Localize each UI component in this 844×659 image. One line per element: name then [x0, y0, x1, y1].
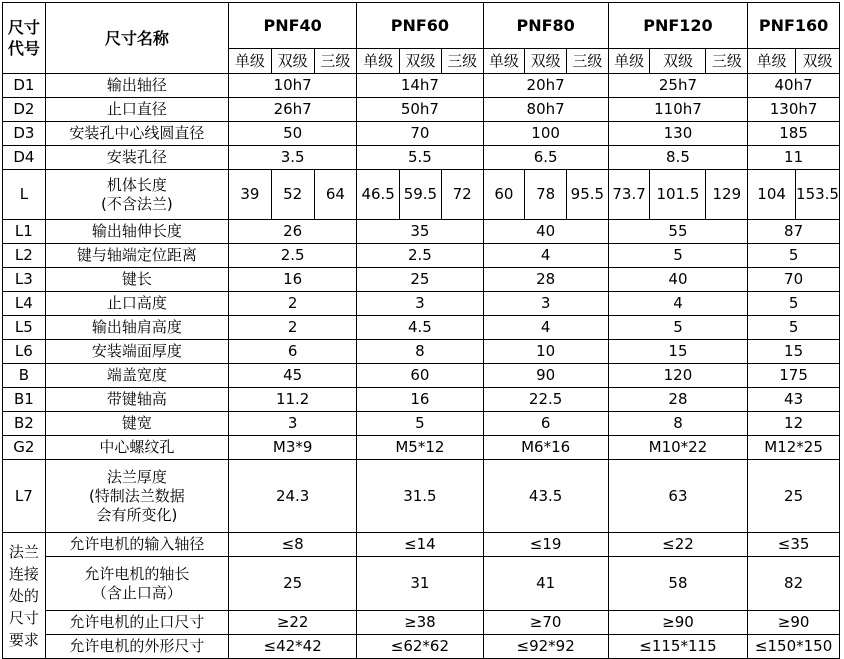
dim-value: 24.3: [229, 460, 357, 533]
dim-value: ≥90: [748, 611, 840, 635]
dim-name-line: 法兰厚度: [106, 467, 167, 486]
stage-header: 单级: [483, 49, 525, 74]
table-row: [3, 316, 840, 340]
table-row: [3, 533, 840, 557]
table-row: [3, 340, 840, 364]
dim-value: 25h7: [608, 74, 747, 98]
dim-value: 101.5: [650, 170, 706, 220]
dim-value: 6: [229, 340, 357, 364]
dim-value: 20h7: [483, 74, 608, 98]
dim-value: 104: [748, 170, 796, 220]
dim-name: 端盖宽度: [45, 364, 228, 388]
dim-value: 4: [483, 316, 608, 340]
dim-value: 2: [229, 316, 357, 340]
dim-code: B1: [3, 388, 46, 412]
dim-value: 28: [608, 388, 747, 412]
dim-value: ≤35: [748, 533, 840, 557]
stage-header: 双级: [796, 49, 840, 74]
dim-value: 8: [357, 340, 483, 364]
stage-header: 三级: [314, 49, 357, 74]
dim-name: 输出轴肩高度: [45, 316, 228, 340]
dim-value: M5*12: [357, 436, 483, 460]
dim-value: 15: [748, 340, 840, 364]
dim-value: ≤62*62: [357, 635, 483, 659]
dim-value: 175: [748, 364, 840, 388]
dim-value: 50: [229, 122, 357, 146]
dim-value: 26h7: [229, 98, 357, 122]
dim-name-line: 机体长度: [106, 175, 167, 194]
dim-value: 46.5: [357, 170, 400, 220]
dim-code: D3: [3, 122, 46, 146]
dim-value: 63: [608, 460, 747, 533]
dim-code: L4: [3, 292, 46, 316]
dim-value: 26: [229, 220, 357, 244]
dim-code: D2: [3, 98, 46, 122]
dim-value: 25: [748, 460, 840, 533]
dim-value: 5: [608, 244, 747, 268]
dim-value: 73.7: [608, 170, 650, 220]
dim-value: ≤22: [608, 533, 747, 557]
dim-name: 键长: [45, 268, 228, 292]
dim-name: 安装端面厚度: [45, 340, 228, 364]
table-row: [3, 364, 840, 388]
flange-group-label: [3, 533, 46, 659]
dim-value: 70: [357, 122, 483, 146]
dim-value: 72: [441, 170, 483, 220]
dim-value: 43: [748, 388, 840, 412]
table-row: [3, 244, 840, 268]
dim-value: 3.5: [229, 146, 357, 170]
dim-code: D1: [3, 74, 46, 98]
dim-value: 22.5: [483, 388, 608, 412]
table-row: [3, 460, 840, 533]
dim-value: 31.5: [357, 460, 483, 533]
dim-value: 4: [483, 244, 608, 268]
dim-value: 41: [483, 557, 608, 611]
table-row: [3, 292, 840, 316]
dim-value: ≤14: [357, 533, 483, 557]
dim-value: 185: [748, 122, 840, 146]
table-row: [3, 557, 840, 611]
dim-value: 5.5: [357, 146, 483, 170]
dim-value: 59.5: [400, 170, 442, 220]
dim-code: L5: [3, 316, 46, 340]
dim-value: 6: [483, 412, 608, 436]
dim-name-line: 允许电机的轴长: [84, 564, 190, 583]
dim-value: 10h7: [229, 74, 357, 98]
dim-value: 70: [748, 268, 840, 292]
dim-value: 55: [608, 220, 747, 244]
dim-value: 43.5: [483, 460, 608, 533]
dim-value: 5: [748, 292, 840, 316]
dim-value: 110h7: [608, 98, 747, 122]
dim-name: 带键轴高: [45, 388, 228, 412]
dim-name: 键宽: [45, 412, 228, 436]
dim-value: 11.2: [229, 388, 357, 412]
table-row: [3, 388, 840, 412]
flange-group-label-line: 要求: [8, 630, 39, 649]
dim-name: [45, 460, 228, 533]
dim-code: D4: [3, 146, 46, 170]
flange-group-label-line: 处的: [8, 586, 39, 605]
dim-value: ≥70: [483, 611, 608, 635]
dim-value: 82: [748, 557, 840, 611]
dim-value: ≤8: [229, 533, 357, 557]
dim-value: 5: [748, 316, 840, 340]
dim-value: ≥90: [608, 611, 747, 635]
dim-value: 3: [229, 412, 357, 436]
dim-code: B2: [3, 412, 46, 436]
dim-name-line: （含止口高）: [91, 583, 182, 602]
dim-value: 60: [357, 364, 483, 388]
dim-value: 40: [483, 220, 608, 244]
model-header-pnf40: PNF40: [229, 3, 357, 49]
name-header: 尺寸名称: [45, 3, 228, 74]
dim-code: L7: [3, 460, 46, 533]
dim-value: 3: [357, 292, 483, 316]
table-row: [3, 412, 840, 436]
dim-value: 5: [608, 316, 747, 340]
dim-value: 153.5: [796, 170, 840, 220]
dim-value: 28: [483, 268, 608, 292]
flange-group-label-line: 法兰: [8, 542, 39, 561]
table-row: [3, 170, 840, 220]
dim-value: 130h7: [748, 98, 840, 122]
dim-value: 40h7: [748, 74, 840, 98]
dim-code: L6: [3, 340, 46, 364]
dim-value: ≤150*150: [748, 635, 840, 659]
dim-value: 4.5: [357, 316, 483, 340]
table-row: [3, 436, 840, 460]
dim-value: 15: [608, 340, 747, 364]
dim-name: 安装孔径: [45, 146, 228, 170]
dim-value: 95.5: [566, 170, 608, 220]
dim-value: ≤92*92: [483, 635, 608, 659]
flange-group-label-line: 连接: [8, 564, 39, 583]
dim-name: 允许电机的外形尺寸: [45, 635, 228, 659]
dim-value: 5: [357, 412, 483, 436]
dim-value: 25: [229, 557, 357, 611]
dim-value: 8.5: [608, 146, 747, 170]
dim-name: 输出轴径: [45, 74, 228, 98]
dim-value: 6.5: [483, 146, 608, 170]
table-row: [3, 220, 840, 244]
table-row: [3, 146, 840, 170]
dim-value: 25: [357, 268, 483, 292]
dim-code: G2: [3, 436, 46, 460]
model-header-pnf80: PNF80: [483, 3, 608, 49]
dim-value: ≤42*42: [229, 635, 357, 659]
dim-value: 2.5: [357, 244, 483, 268]
dim-value: ≥38: [357, 611, 483, 635]
dim-value: M6*16: [483, 436, 608, 460]
table-row: [3, 122, 840, 146]
stage-header: 双级: [525, 49, 567, 74]
dim-value: M3*9: [229, 436, 357, 460]
table-row: [3, 635, 840, 659]
dim-value: 5: [748, 244, 840, 268]
header-row: [3, 3, 840, 49]
dim-value: 130: [608, 122, 747, 146]
dim-name: 允许电机的止口尺寸: [45, 611, 228, 635]
dim-value: 87: [748, 220, 840, 244]
dim-value: 2.5: [229, 244, 357, 268]
dim-value: 129: [706, 170, 748, 220]
dim-value: M10*22: [608, 436, 747, 460]
dim-value: 4: [608, 292, 747, 316]
dim-name-line: 会有所变化): [96, 505, 178, 524]
dim-name-line: (特制法兰数据: [88, 486, 185, 505]
dim-value: 100: [483, 122, 608, 146]
dim-code: L1: [3, 220, 46, 244]
dim-value: M12*25: [748, 436, 840, 460]
dim-code: L: [3, 170, 46, 220]
dim-name: [45, 557, 228, 611]
dim-value: 40: [608, 268, 747, 292]
dim-name: 止口高度: [45, 292, 228, 316]
dim-value: 16: [229, 268, 357, 292]
model-header-pnf60: PNF60: [357, 3, 483, 49]
model-header-pnf120: PNF120: [608, 3, 747, 49]
dim-name: 输出轴伸长度: [45, 220, 228, 244]
dim-value: 90: [483, 364, 608, 388]
stage-header: 单级: [608, 49, 650, 74]
dim-value: 60: [483, 170, 525, 220]
dim-value: 16: [357, 388, 483, 412]
dim-name-line: (不含法兰): [101, 194, 173, 213]
dim-code: L3: [3, 268, 46, 292]
stage-header: 单级: [229, 49, 272, 74]
dim-value: ≥22: [229, 611, 357, 635]
flange-group-label-line: 尺寸: [8, 608, 39, 627]
stage-header: 单级: [357, 49, 400, 74]
stage-header: 双级: [650, 49, 706, 74]
dim-value: 11: [748, 146, 840, 170]
model-header-pnf160: PNF160: [748, 3, 840, 49]
stage-header: 三级: [566, 49, 608, 74]
dim-value: 64: [314, 170, 357, 220]
dim-value: 10: [483, 340, 608, 364]
dim-value: 45: [229, 364, 357, 388]
stage-header: 三级: [441, 49, 483, 74]
dim-value: 3: [483, 292, 608, 316]
table-row: [3, 611, 840, 635]
stage-header: 双级: [271, 49, 314, 74]
dim-value: 31: [357, 557, 483, 611]
dim-name: 止口直径: [45, 98, 228, 122]
dim-value: 8: [608, 412, 747, 436]
dim-value: 14h7: [357, 74, 483, 98]
stage-header: 双级: [400, 49, 442, 74]
dim-value: 58: [608, 557, 747, 611]
table-row: [3, 74, 840, 98]
dim-value: 80h7: [483, 98, 608, 122]
table-row: [3, 268, 840, 292]
dim-value: 78: [525, 170, 567, 220]
dim-name: 中心螺纹孔: [45, 436, 228, 460]
dim-name: 键与轴端定位距离: [45, 244, 228, 268]
dim-name: 安装孔中心线圆直径: [45, 122, 228, 146]
dimension-table: [2, 2, 840, 659]
dim-value: 120: [608, 364, 747, 388]
stage-header: 单级: [748, 49, 796, 74]
dim-value: ≤115*115: [608, 635, 747, 659]
code-header: 尺寸代号: [3, 3, 46, 74]
dim-value: 52: [271, 170, 314, 220]
dim-value: 2: [229, 292, 357, 316]
dim-value: ≤19: [483, 533, 608, 557]
dim-code: L2: [3, 244, 46, 268]
dim-name: [45, 170, 228, 220]
dim-value: 35: [357, 220, 483, 244]
stage-header: 三级: [706, 49, 748, 74]
dim-name: 允许电机的输入轴径: [45, 533, 228, 557]
dim-value: 39: [229, 170, 272, 220]
dim-value: 12: [748, 412, 840, 436]
dim-value: 50h7: [357, 98, 483, 122]
table-row: [3, 98, 840, 122]
dim-code: B: [3, 364, 46, 388]
